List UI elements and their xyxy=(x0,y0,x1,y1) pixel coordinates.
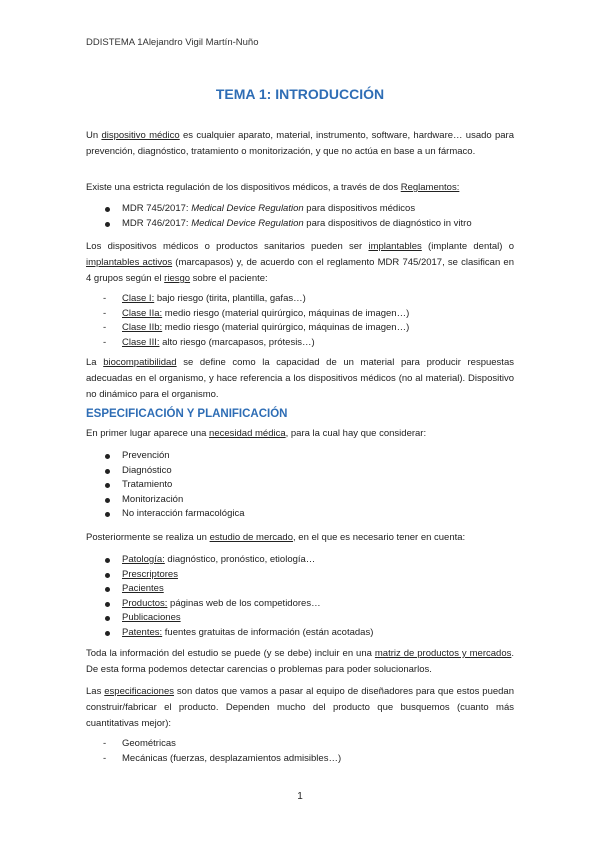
list-item: Prescriptores xyxy=(86,568,526,583)
bullet-icon xyxy=(105,558,110,563)
market-list xyxy=(86,553,526,640)
needs-list xyxy=(86,449,526,522)
bullet-icon xyxy=(105,469,110,474)
bullet-icon xyxy=(105,573,110,578)
paragraph-classification: Los dispositivos médicos o productos sanitarios pueden ser implantables (implante dental) o implantables activos (marcapasos) y, de acuerdo con el reglamento MDR 745/2017, se clasifican en 4 grupos según el riesgo sobre el paciente: xyxy=(86,241,514,284)
specs-list xyxy=(86,737,526,766)
bullet-icon xyxy=(105,616,110,621)
list-item: MDR 746/2017: Medical Device Regulation para dispositivos de diagnóstico in vitro xyxy=(86,217,526,232)
paragraph-definition: Un dispositivo médico es cualquier aparato, material, instrumento, software, hardware… usado para prevención, diagnóstico, tratamiento o monitorización, y que no actúa en base a un fármaco. xyxy=(86,130,514,157)
bullet-icon xyxy=(105,602,110,607)
list-item: - Mecánicas (fuerzas, desplazamientos admisibles…) xyxy=(86,752,526,767)
list-item: - Clase I: bajo riesgo (tirita, plantilla, gafas…) xyxy=(86,292,526,307)
section-heading: ESPECIFICACIÓN Y PLANIFICACIÓN xyxy=(86,408,288,420)
list-item: - Clase III: alto riesgo (marcapasos, prótesis…) xyxy=(86,336,526,351)
bullet-icon xyxy=(105,207,110,212)
list-item: - Clase IIa: medio riesgo (material quirúrgico, máquinas de imagen…) xyxy=(86,307,526,322)
paragraph-specifications: Las especificaciones son datos que vamos a pasar al equipo de diseñadores para que estos puedan construir/fabricar el producto. Dependen mucho del producto que busquemos (cuanto más cuantitativas mejor): xyxy=(86,686,515,729)
paragraph-matrix: Toda la información del estudio se puede (y se debe) incluir en una matriz de productos y mercados. De esta forma podemos detectar carencias o problemas para poder solucionarlos. xyxy=(86,648,514,675)
page-header: DDISTEMA 1Alejandro Vigil Martín-Nuño xyxy=(86,37,259,48)
dash-icon: - xyxy=(103,738,107,749)
list-item: Productos: páginas web de los competidores… xyxy=(86,597,526,612)
dash-icon: - xyxy=(103,322,107,333)
list-item: - Geométricas xyxy=(86,737,526,752)
paragraph-market-study: Posteriormente se realiza un estudio de mercado, en el que es necesario tener en cuenta: xyxy=(86,532,466,543)
list-item: Prevención xyxy=(86,449,526,464)
page-number: 1 xyxy=(297,791,303,802)
list-item: Monitorización xyxy=(86,493,526,508)
bullet-icon xyxy=(105,587,110,592)
bullet-icon xyxy=(105,454,110,459)
paragraph-regulation: Existe una estricta regulación de los dispositivos médicos, a través de dos Reglamentos: xyxy=(86,182,460,193)
bullet-icon xyxy=(105,483,110,488)
page-title: TEMA 1: INTRODUCCIÓN xyxy=(215,86,385,102)
list-item: - Clase IIb: medio riesgo (material quirúrgico, máquinas de imagen…) xyxy=(86,321,526,336)
list-item: MDR 745/2017: Medical Device Regulation para dispositivos médicos xyxy=(86,202,526,217)
bullet-icon xyxy=(105,631,110,636)
list-item: Diagnóstico xyxy=(86,464,526,479)
list-item: Pacientes xyxy=(86,582,526,597)
bullet-icon xyxy=(105,498,110,503)
list-item: No interacción farmacológica xyxy=(86,507,526,522)
bullet-icon xyxy=(105,222,110,227)
dash-icon: - xyxy=(103,307,107,319)
bullet-icon xyxy=(105,512,110,517)
list-item: Publicaciones xyxy=(86,611,526,626)
list-item: Patología: diagnóstico, pronóstico, etiología… xyxy=(86,553,526,568)
risk-class-list xyxy=(86,292,526,350)
list-item: Patentes: fuentes gratuitas de información (están acotadas) xyxy=(86,626,526,641)
dash-icon: - xyxy=(103,752,107,764)
paragraph-medical-need: En primer lugar aparece una necesidad médica, para la cual hay que considerar: xyxy=(86,428,427,439)
dash-icon: - xyxy=(103,293,107,304)
list-item: Tratamiento xyxy=(86,478,526,493)
regulation-list xyxy=(86,202,526,231)
paragraph-biocompatibility: La biocompatibilidad se define como la capacidad de un material para producir respuestas adecuadas en el organismo, y hace referencia a los dispositivos médicos (no al material). Dispositivo no dinámico para el organismo. xyxy=(86,357,514,400)
dash-icon: - xyxy=(103,336,107,348)
